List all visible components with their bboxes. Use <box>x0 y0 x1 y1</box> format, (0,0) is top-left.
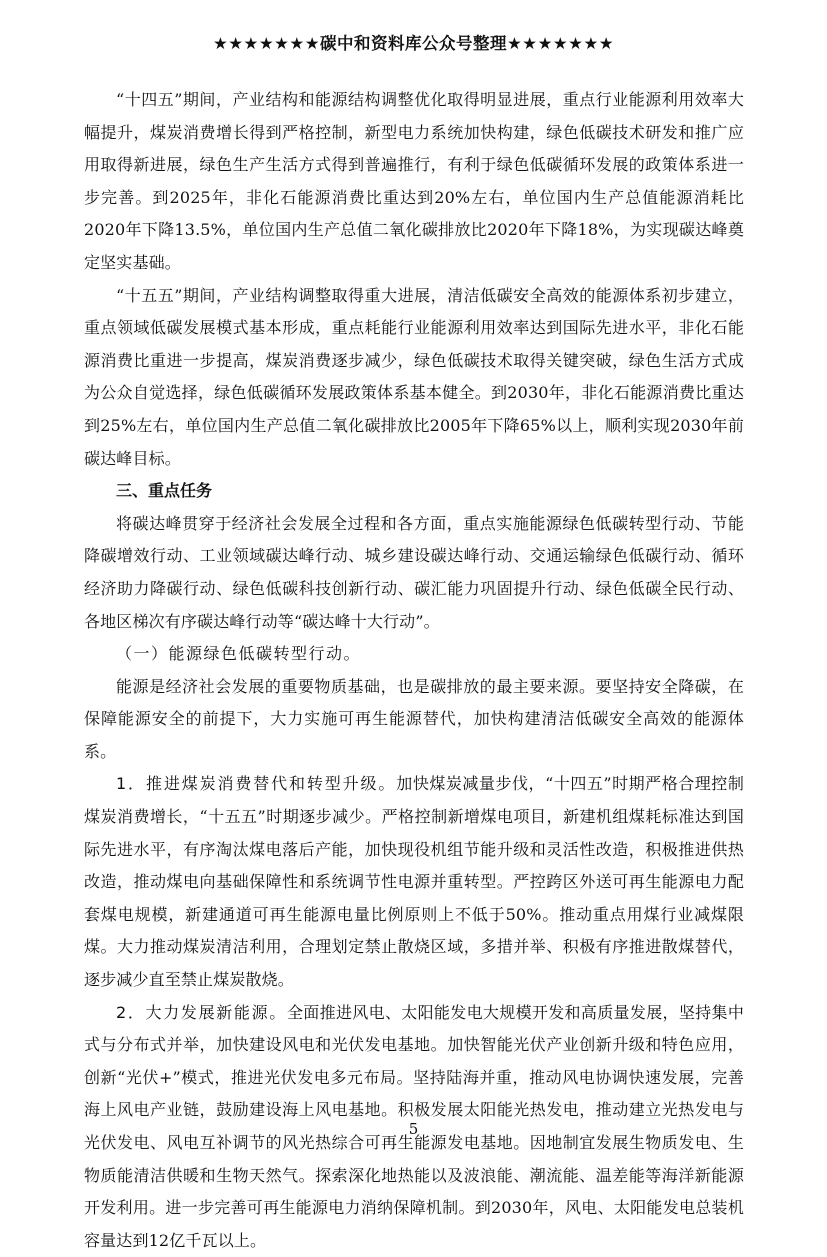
paragraph-energy-basis: 能源是经济社会发展的重要物质基础，也是碳排放的最主要来源。要坚持安全降碳，在保障能源安全的前提下，大力实施可再生能源替代，加快构建清洁低碳安全高效的能源体系。 <box>84 676 744 761</box>
page-number: 5 <box>408 1120 419 1138</box>
paragraph-ten-actions: 将碳达峰贯穿于经济社会发展全过程和各方面，重点实施能源绿色低碳转型行动、节能降碳增效行动、工业领域碳达峰行动、城乡建设碳达峰行动、交通运输绿色低碳行动、循环经济助力降碳行动、绿色低碳科技创新行动、碳汇能力巩固提升行动、绿色低碳全民行动、各地区梯次有序碳达峰行动等“碳达峰十大行动”。 <box>84 513 744 631</box>
paragraph-14th-fyp: “十四五”期间，产业结构和能源结构调整优化取得明显进展，重点行业能源利用效率大幅提升，煤炭消费增长得到严格控制，新型电力系统加快构建，绿色低碳技术研发和推广应用取得新进展，绿色生产生活方式得到普遍推行，有利于绿色低碳循环发展的政策体系进一步完善。到2025年，非化石能源消费比重达到20%左右，单位国内生产总值能源消耗比2020年下降13.5%，单位国内生产总值二氧化碳排放比2020年下降18%，为实现碳达峰奠定坚实基础。 <box>84 90 744 272</box>
item-coal-body: 加快煤炭减量步伐，“十四五”时期严格合理控制煤炭消费增长，“十五五”时期逐步减少。严格控制新增煤电项目，新建机组煤耗标准达到国际先进水平，有序淘汰煤电落后产能，加快现役机组节能升级和灵活性改造，积极推进供热改造，推动煤电向基础保障性和系统调节性电源并重转型。严控跨区外送可再生能源电力配套煤电规模，新建通道可再生能源电量比例原则上不低于50%。推动重点用煤行业减煤限煤。大力推动煤炭清洁利用，合理划定禁止散烧区域，多措并举、积极有序推进散煤替代，逐步减少直至禁止煤炭散烧。 <box>84 774 744 990</box>
document-body <box>84 84 744 1257</box>
item-new-energy-lead: 2．大力发展新能源。 <box>116 1002 287 1022</box>
section-heading-key-tasks: 三、重点任务 <box>116 481 213 501</box>
subheading-energy-transition: （一）能源绿色低碳转型行动。 <box>116 644 362 664</box>
item-new-energy-body: 全面推进风电、太阳能发电大规模开发和高质量发展，坚持集中式与分布式并举，加快建设风电和光伏发电基地。加快智能光伏产业创新升级和特色应用，创新“光伏+”模式，推进光伏发电多元布局。坚持陆海并重，推动风电协调快速发展，完善海上风电产业链，鼓励建设海上风电基地。积极发展太阳能光热发电，推动建立光热发电与光伏发电、风电互补调节的风光热综合可再生能源发电基地。因地制宜发展生物质发电、生物质能清洁供暖和生物天然气。探索深化地热能以及波浪能、潮流能、温差能等海洋新能源开发利用。进一步完善可再生能源电力消纳保障机制。到2030年，风电、太阳能发电总装机容量达到12亿千瓦以上。 <box>84 1002 744 1250</box>
paragraph-15th-fyp: “十五五”期间，产业结构调整取得重大进展，清洁低碳安全高效的能源体系初步建立，重点领域低碳发展模式基本形成，重点耗能行业能源利用效率达到国际先进水平，非化石能源消费比重进一步提高，煤炭消费逐步减少，绿色低碳技术取得关键突破，绿色生活方式成为公众自觉选择，绿色低碳循环发展政策体系基本健全。到2030年，非化石能源消费比重达到25%左右，单位国内生产总值二氧化碳排放比2005年下降65%以上，顺利实现2030年前碳达峰目标。 <box>84 285 744 468</box>
paragraph-item-coal <box>84 768 744 996</box>
item-coal-lead: 1．推进煤炭消费替代和转型升级。 <box>116 774 397 794</box>
page-header: ★★★★★★★碳中和资料库公众号整理★★★★★★★ <box>212 34 615 53</box>
